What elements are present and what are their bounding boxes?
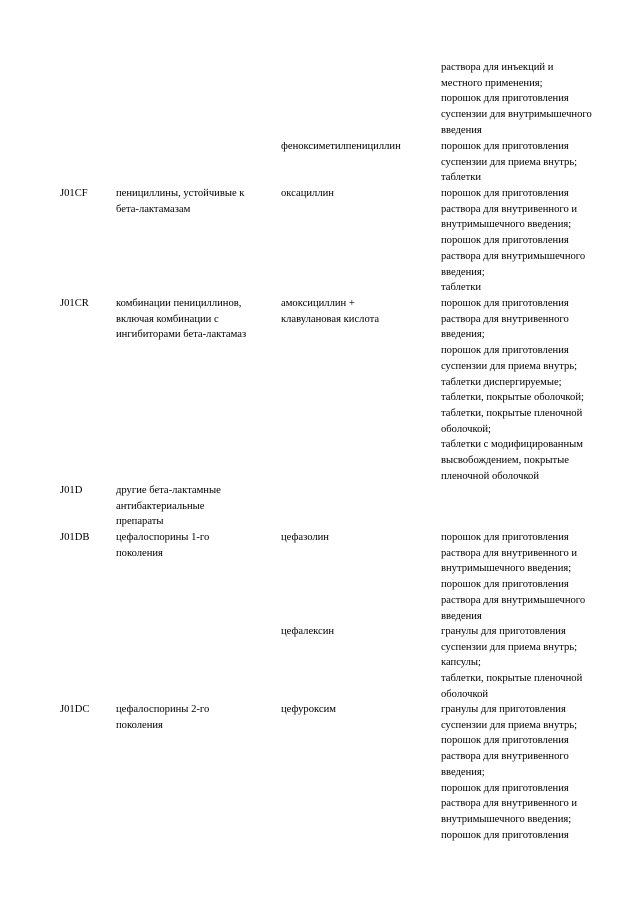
dosage-form-cell: порошок для приготовления суспензии для приема внутрь; таблетки	[441, 141, 578, 184]
atc-code-cell: J01DC	[60, 704, 90, 715]
dosage-form-cell: раствора для инъекций и местного применения; порошок для приготовления суспензии для внутримышечного введения	[441, 62, 592, 136]
pharmacological-group-cell: цефалоспорины 1-го поколения	[116, 532, 210, 559]
drug-name-cell: цефазолин	[281, 532, 329, 543]
drug-name-cell: оксациллин	[281, 188, 334, 199]
dosage-form-cell: гранулы для приготовления суспензии для приема внутрь; порошок для приготовления раствора для внутривенного введения; порошок для приготовления раствора для внутривенного и внутримышечного введения; порошок для приготовления	[441, 704, 578, 841]
atc-code-cell: J01CR	[60, 298, 89, 309]
drug-name-cell: цефуроксим	[281, 704, 336, 715]
dosage-form-cell: порошок для приготовления раствора для внутривенного и внутримышечного введения; порошок для приготовления раствора для внутримышечного введения; таблетки	[441, 188, 586, 294]
drug-name-cell: амоксициллин + клавулановая кислота	[281, 298, 380, 325]
dosage-form-cell: порошок для приготовления раствора для внутривенного и внутримышечного введения; порошок для приготовления раствора для внутримышечного введения	[441, 532, 586, 622]
drug-name-cell: цефалексин	[281, 626, 335, 637]
pharmacological-group-cell: цефалоспорины 2-го поколения	[116, 704, 210, 731]
atc-code-cell: J01CF	[60, 188, 88, 199]
dosage-form-cell: порошок для приготовления раствора для внутривенного введения; порошок для приготовления суспензии для приема внутрь; таблетки диспергируемые; таблетки, покрытые оболочкой; таблетки, покрытые пленочной оболочкой; таблетки с модифицированным высвобождением, покрытые пленочной оболочкой	[441, 298, 584, 482]
pharmacological-group-cell: комбинации пенициллинов, включая комбинации с ингибиторами бета-лактамаз	[116, 298, 247, 341]
pharmacological-group-cell: другие бета-лактамные антибактериальные препараты	[116, 485, 221, 528]
pharmacological-group-cell: пенициллины, устойчивые к бета-лактамазам	[116, 188, 245, 215]
atc-code-cell: J01DB	[60, 532, 90, 543]
drug-name-cell: феноксиметилпенициллин	[281, 141, 401, 152]
atc-code-cell: J01D	[60, 485, 83, 496]
dosage-form-cell: гранулы для приготовления суспензии для приема внутрь; капсулы; таблетки, покрытые пленочной оболочкой	[441, 626, 583, 700]
